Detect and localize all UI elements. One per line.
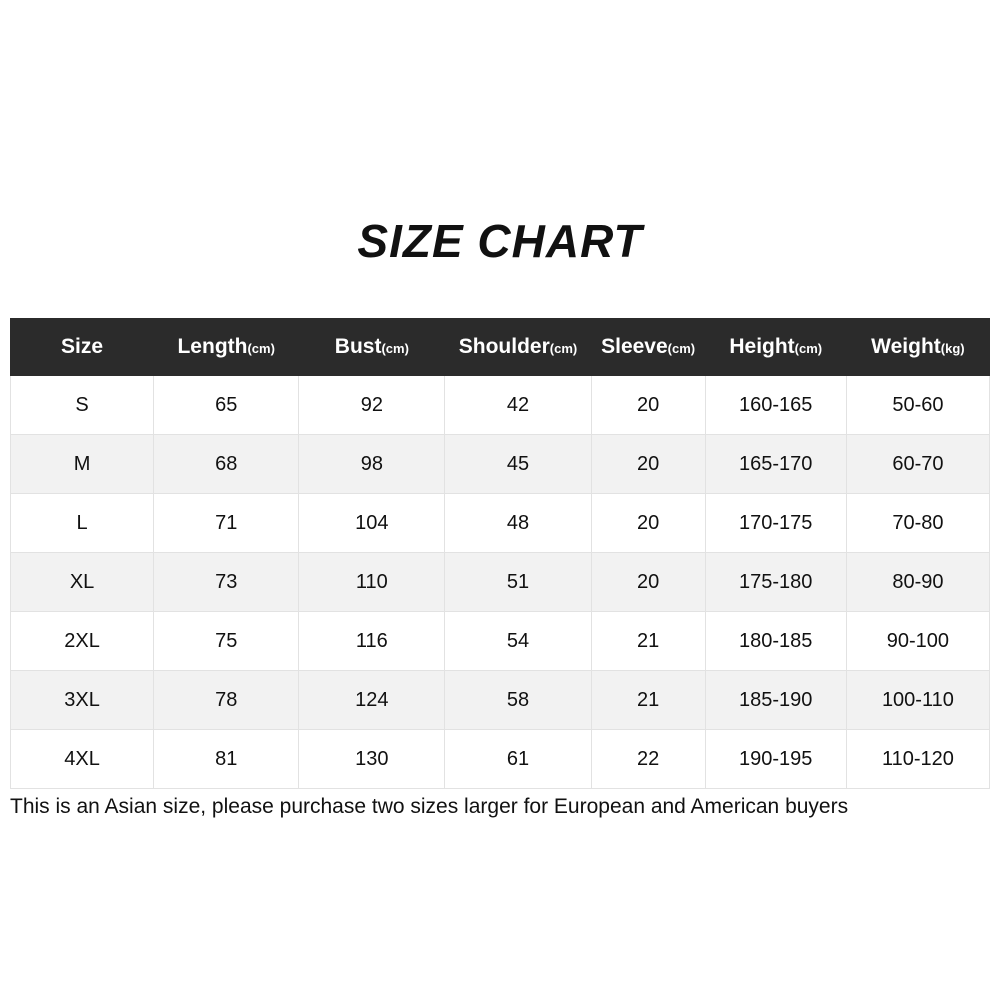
size-chart-table-wrap — [10, 318, 990, 789]
cell-shoulder: 54 — [445, 612, 591, 671]
table-row — [11, 671, 990, 730]
cell-length: 75 — [154, 612, 299, 671]
cell-weight: 80-90 — [846, 553, 989, 612]
cell-shoulder: 42 — [445, 376, 591, 435]
cell-sleeve: 22 — [591, 730, 705, 789]
column-header-bust — [299, 319, 445, 376]
page-title: SIZE CHART — [357, 215, 643, 267]
cell-shoulder: 61 — [445, 730, 591, 789]
table-row — [11, 494, 990, 553]
size-note: This is an Asian size, please purchase two sizes larger for European and American buyers — [10, 795, 849, 818]
cell-length: 71 — [154, 494, 299, 553]
column-header-weight — [846, 319, 989, 376]
cell-sleeve: 21 — [591, 612, 705, 671]
cell-shoulder: 51 — [445, 553, 591, 612]
cell-length: 81 — [154, 730, 299, 789]
column-header-shoulder-unit: (cm) — [549, 341, 578, 356]
cell-bust: 130 — [299, 730, 445, 789]
column-header-sleeve-label: Sleeve — [601, 335, 668, 358]
column-header-shoulder — [445, 319, 591, 376]
cell-weight: 100-110 — [846, 671, 989, 730]
cell-shoulder: 48 — [445, 494, 591, 553]
cell-bust: 92 — [299, 376, 445, 435]
column-header-length-unit: (cm) — [247, 341, 275, 356]
cell-sleeve: 20 — [591, 376, 705, 435]
cell-weight: 90-100 — [846, 612, 989, 671]
cell-height: 175-180 — [705, 553, 846, 612]
cell-sleeve: 20 — [591, 435, 705, 494]
cell-height: 160-165 — [705, 376, 846, 435]
cell-length: 78 — [154, 671, 299, 730]
column-header-height-label: Height — [729, 335, 795, 358]
cell-height: 190-195 — [705, 730, 846, 789]
table-row — [11, 435, 990, 494]
table-header — [11, 319, 990, 376]
cell-sleeve: 20 — [591, 494, 705, 553]
cell-size: S — [11, 376, 154, 435]
cell-length: 65 — [154, 376, 299, 435]
cell-bust: 104 — [299, 494, 445, 553]
cell-size: 4XL — [11, 730, 154, 789]
cell-shoulder: 58 — [445, 671, 591, 730]
cell-shoulder: 45 — [445, 435, 591, 494]
cell-sleeve: 21 — [591, 671, 705, 730]
column-header-length — [154, 319, 299, 376]
column-header-size — [11, 319, 154, 376]
cell-bust: 98 — [299, 435, 445, 494]
column-header-sleeve-unit: (cm) — [667, 341, 696, 356]
column-header-height-unit: (cm) — [794, 341, 823, 356]
cell-size: 2XL — [11, 612, 154, 671]
cell-height: 170-175 — [705, 494, 846, 553]
table-row — [11, 612, 990, 671]
cell-size: L — [11, 494, 154, 553]
cell-length: 73 — [154, 553, 299, 612]
cell-weight: 110-120 — [846, 730, 989, 789]
column-header-bust-unit: (cm) — [381, 341, 409, 356]
cell-weight: 70-80 — [846, 494, 989, 553]
table-header-row — [11, 319, 990, 376]
size-chart-table — [10, 318, 990, 789]
cell-bust: 116 — [299, 612, 445, 671]
column-header-length-label: Length — [177, 335, 248, 358]
cell-size: 3XL — [11, 671, 154, 730]
cell-bust: 124 — [299, 671, 445, 730]
column-header-weight-label: Weight — [871, 335, 941, 358]
cell-height: 165-170 — [705, 435, 846, 494]
column-header-sleeve — [591, 319, 705, 376]
column-header-size-label: Size — [61, 335, 104, 358]
cell-height: 180-185 — [705, 612, 846, 671]
column-header-height — [705, 319, 846, 376]
column-header-shoulder-label: Shoulder — [458, 335, 550, 358]
cell-length: 68 — [154, 435, 299, 494]
cell-sleeve: 20 — [591, 553, 705, 612]
table-body — [11, 376, 990, 789]
cell-weight: 60-70 — [846, 435, 989, 494]
table-row — [11, 730, 990, 789]
cell-size: XL — [11, 553, 154, 612]
cell-height: 185-190 — [705, 671, 846, 730]
cell-size: M — [11, 435, 154, 494]
column-header-weight-unit: (kg) — [940, 341, 965, 356]
table-row — [11, 553, 990, 612]
cell-bust: 110 — [299, 553, 445, 612]
table-row — [11, 376, 990, 435]
cell-weight: 50-60 — [846, 376, 989, 435]
column-header-bust-label: Bust — [334, 335, 382, 358]
